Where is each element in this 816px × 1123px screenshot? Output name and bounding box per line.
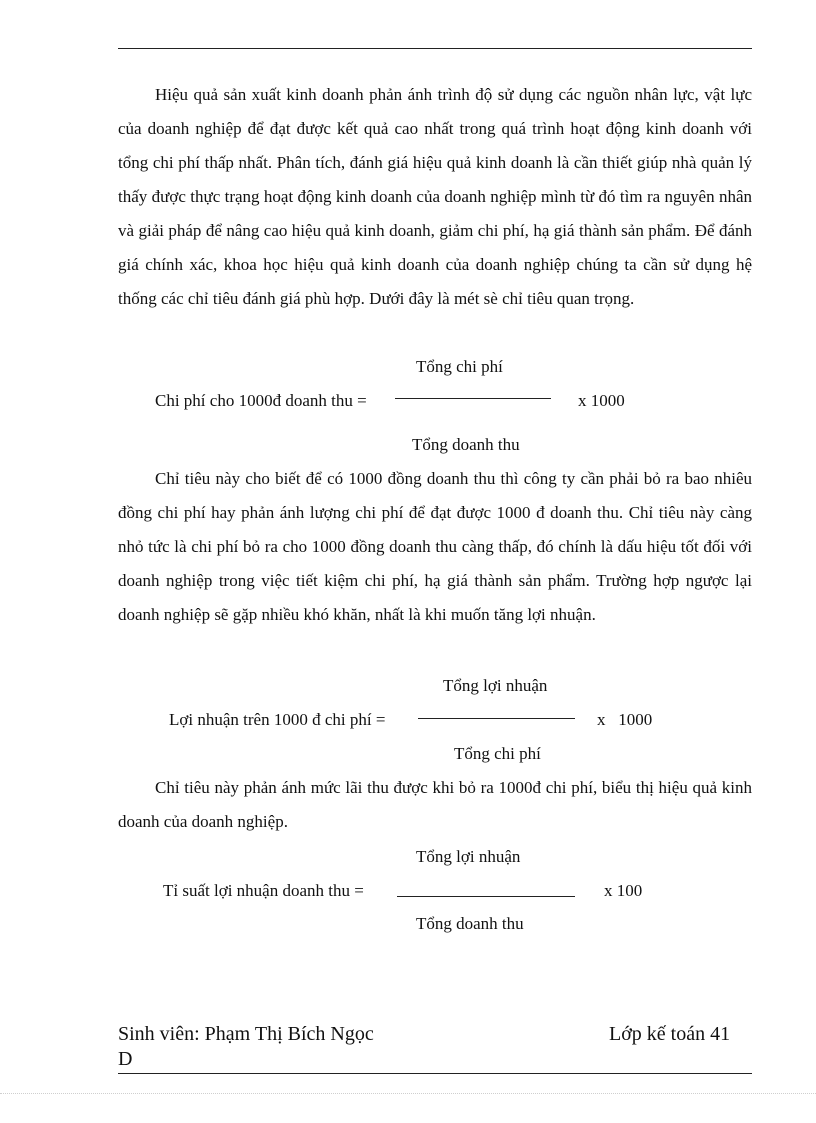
- footer-student-name: Sinh viên: Phạm Thị Bích Ngọc: [118, 1023, 374, 1045]
- formula-multiplier: x 1000: [578, 391, 625, 410]
- formula-numerator: Tổng lợi nhuận: [416, 847, 521, 866]
- formula-multiplier: x 1000: [597, 710, 653, 729]
- footer-class-name: Lớp kế toán 41: [609, 1023, 731, 1045]
- page-edge: [0, 1093, 816, 1094]
- paragraph-cost-explanation: Chỉ tiêu này cho biết để có 1000 đồng doanh thu thì công ty cần phải bỏ ra bao nhiêu đồng chi phí hay phản ánh lượng chi phí để đạt được 1000 đ doanh thu. Chỉ tiêu này càng nhỏ tức là chi phí bỏ ra cho 1000 đồng doanh thu càng thấp, đó chính là dấu hiệu tốt đối với doanh nghiệp trong việc tiết kiệm chi phí, hạ giá thành sản phẩm. Trường hợp ngược lại doanh nghiệp sẽ gặp nhiều khó khăn, nhất là khi muốn tăng lợi nhuận.: [118, 469, 752, 624]
- formula-denominator: Tổng doanh thu: [416, 914, 524, 933]
- formula-label: Chi phí cho 1000đ doanh thu =: [155, 391, 367, 410]
- fraction-bar: [397, 896, 575, 897]
- fraction-bar: [395, 398, 551, 399]
- formula-denominator: Tổng chi phí: [454, 744, 541, 763]
- paragraph-intro: Hiệu quả sản xuất kinh doanh phản ánh trình độ sử dụng các nguồn nhân lực, vật lực của doanh nghiệp để đạt được kết quả cao nhất trong quá trình hoạt động kinh doanh với tổng chi phí thấp nhất. Phân tích, đánh giá hiệu quả kinh doanh là cần thiết giúp nhà quản lý thấy được thực trạng hoạt động kinh doanh của doanh nghiệp mình từ đó tìm ra nguyên nhân và giải pháp để nâng cao hiệu quả kinh doanh, giảm chi phí, hạ giá thành sản phẩm. Để đánh giá chính xác, khoa học hiệu quả kinh doanh của doanh nghiệp chúng ta cần sử dụng hệ thống các chỉ tiêu đánh giá phù hợp. Dưới đây là mét sè chỉ tiêu quan trọng.: [118, 85, 752, 308]
- footer-rule: [118, 1073, 752, 1074]
- formula-label: Tỉ suất lợi nhuận doanh thu =: [163, 881, 364, 900]
- header-rule: [118, 48, 752, 49]
- formula-label: Lợi nhuận trên 1000 đ chi phí =: [169, 710, 386, 729]
- footer-name-wrap: D: [118, 1048, 133, 1070]
- paragraph-profit-explanation: Chỉ tiêu này phản ánh mức lãi thu được khi bỏ ra 1000đ chi phí, biểu thị hiệu quả kinh doanh của doanh nghiệp.: [118, 778, 752, 831]
- formula-multiplier: x 100: [604, 881, 643, 900]
- formula-numerator: Tổng chi phí: [416, 357, 503, 376]
- fraction-bar: [418, 718, 575, 719]
- formula-denominator: Tổng doanh thu: [412, 435, 520, 454]
- formula-numerator: Tổng lợi nhuận: [443, 676, 548, 695]
